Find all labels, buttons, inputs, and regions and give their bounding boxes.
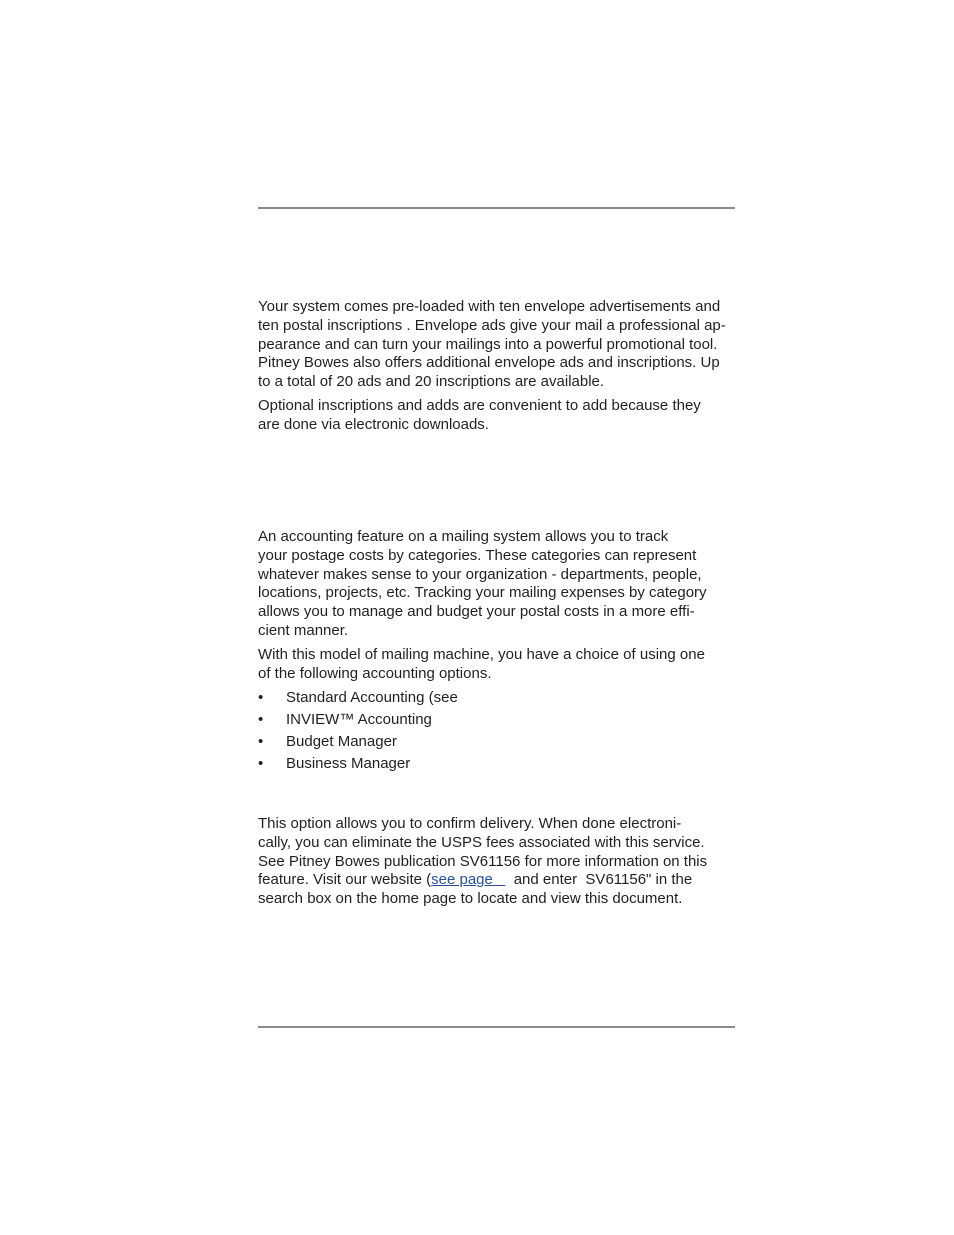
accounting-options-list [258,689,738,777]
text-line: Pitney Bowes also offers additional envelope ads and inscriptions. Up [258,354,720,372]
text-line: cient manner. [258,621,349,639]
bullet-icon: • [258,733,264,750]
accounting-choice-paragraph [258,646,738,684]
text-line: whatever makes sense to your organization - departments, people, [258,565,702,583]
list-item [258,689,738,711]
bullet-icon: • [258,755,264,772]
see-page-link[interactable]: see page [431,871,506,889]
text-line: locations, projects, etc. Tracking your mailing expenses by category [258,584,707,602]
text-line: allows you to manage and budget your postal costs in a more effi- [258,603,695,621]
text-line: ten postal inscriptions . Envelope ads give your mail a professional ap- [258,316,726,334]
accounting-intro-paragraph [258,528,738,641]
list-item [258,733,738,755]
bullet-icon: • [258,689,264,706]
text-line: cally, you can eliminate the USPS fees associated with this service. [258,833,705,851]
text-line: This option allows you to confirm delivery. When done electroni- [258,815,682,832]
text-line: pearance and can turn your mailings into a powerful promotional tool. [258,335,718,353]
header-rule [258,207,735,209]
text-line: of the following accounting options. [258,664,492,682]
envelope-ads-paragraph [258,298,738,392]
optional-inscriptions-paragraph [258,397,738,435]
option-business-manager: Business Manager [286,755,411,772]
option-budget-manager: Budget Manager [286,733,397,750]
text-line: search box on the home page to locate and view this document. [258,890,683,908]
text-line: See Pitney Bowes publication SV61156 for more information on this [258,852,708,870]
text-after-link: and enter SV61156" in the [505,871,693,889]
footer-rule [258,1026,735,1028]
text-line: With this model of mailing machine, you have a choice of using one [258,646,705,663]
text-line: An accounting feature on a mailing system allows you to track [258,528,669,545]
list-item [258,755,738,777]
option-inview-accounting: INVIEW™ Accounting [286,711,432,728]
text-line: are done via electronic downloads. [258,415,489,433]
confirmation-paragraph [258,815,738,909]
text-line: to a total of 20 ads and 20 inscriptions are available. [258,373,605,391]
bullet-icon: • [258,711,264,728]
text-line-with-link [258,871,738,890]
option-standard-accounting: Standard Accounting (see [286,689,458,706]
text-line: Optional inscriptions and adds are convenient to add because they [258,397,701,414]
text-before-link: feature. Visit our website ( [258,871,432,889]
list-item [258,711,738,733]
text-line: your postage costs by categories. These categories can represent [258,546,697,564]
text-line: Your system comes pre-loaded with ten envelope advertisements and [258,298,721,315]
